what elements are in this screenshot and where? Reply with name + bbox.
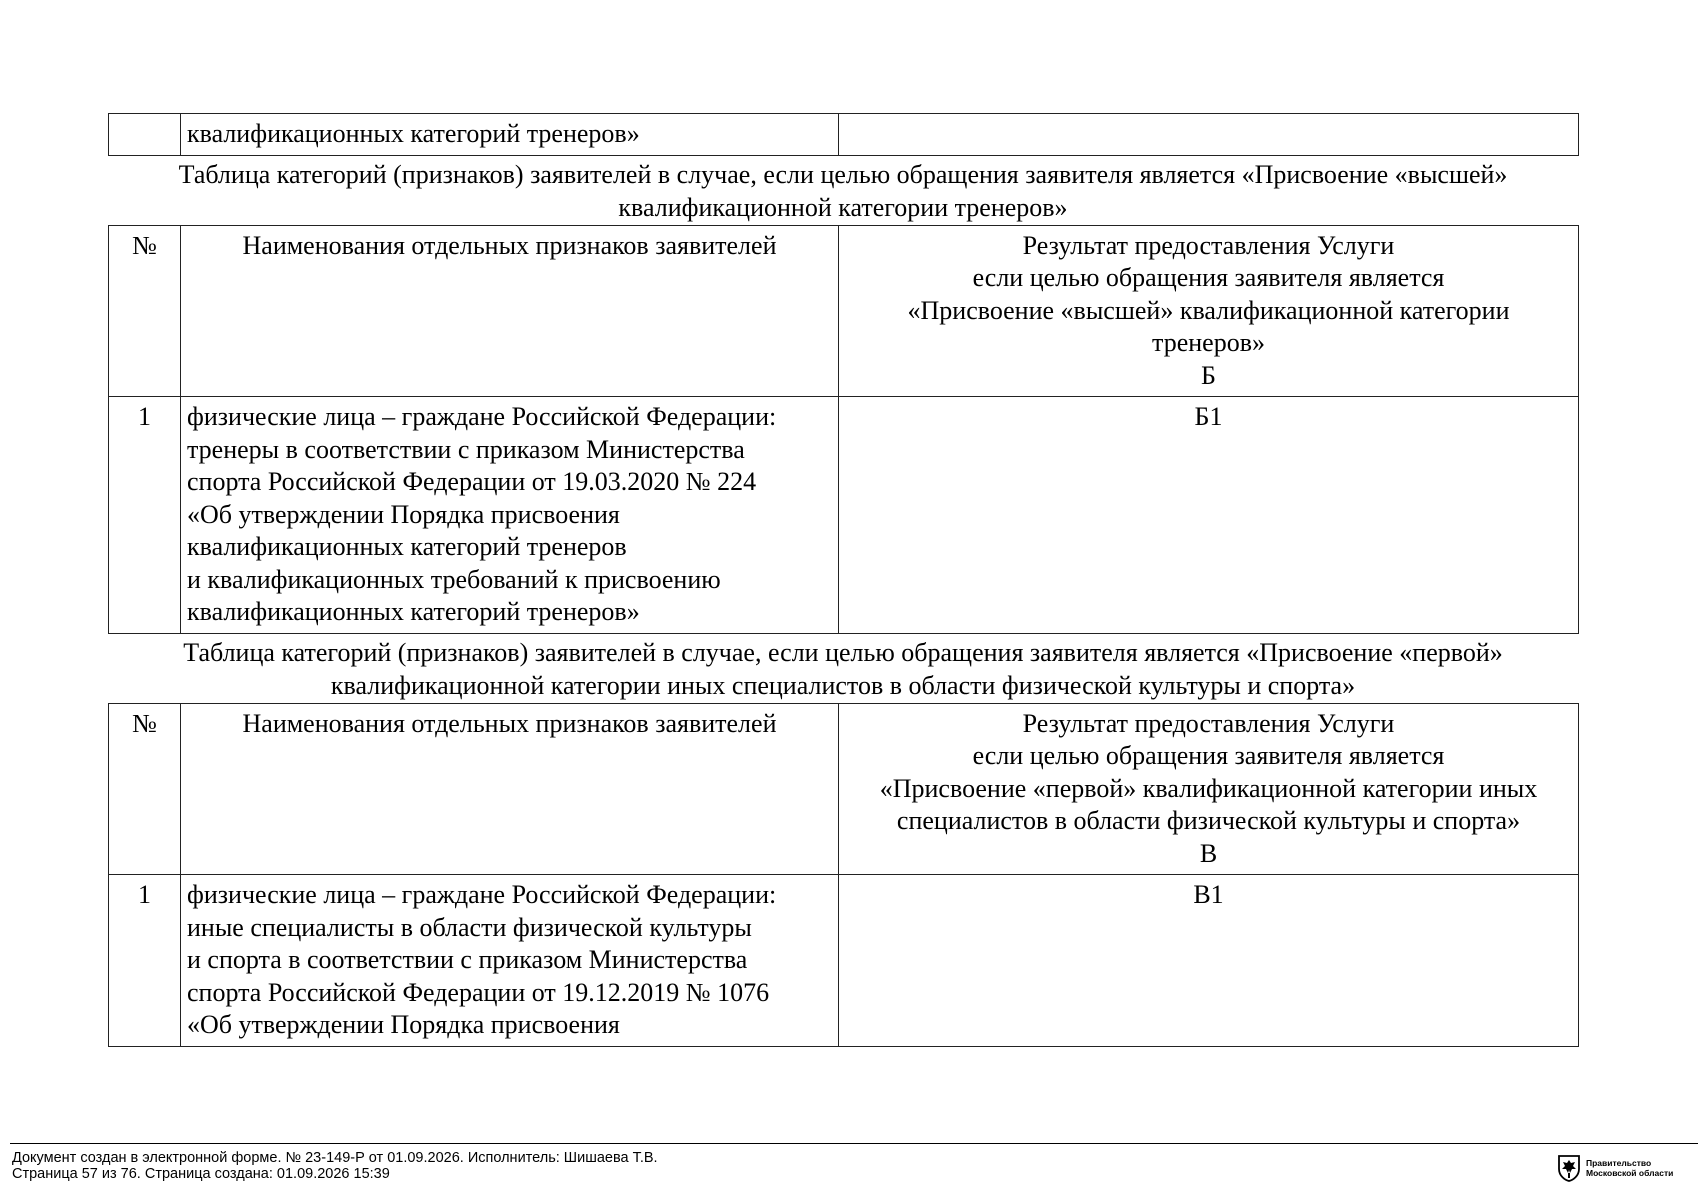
result-cell: Б1 — [839, 397, 1579, 634]
attribute-line: тренеры в соответствии с приказом Министерства — [187, 434, 745, 464]
row-number-cell: 1 — [109, 397, 181, 634]
table-row — [109, 875, 1579, 1047]
footer-page-info: Страница 57 из 76. Страница создана: 01.09.2026 15:39 — [12, 1165, 390, 1182]
row-number-cell — [109, 114, 181, 156]
attribute-line: иные специалисты в области физической культуры — [187, 912, 752, 942]
attribute-line: спорта Российской Федерации от 19.03.2020 № 224 — [187, 467, 757, 496]
name-header: Наименования отдельных признаков заявителей — [181, 225, 839, 397]
attribute-line: «Об утверждении Порядка присвоения — [187, 499, 620, 529]
government-logo — [1557, 1153, 1692, 1183]
attribute-name-cell — [181, 875, 839, 1047]
result-header-line: «Присвоение «первой» квалификационной категории иных — [879, 773, 1538, 803]
result-header-line: Результат предоставления Услуги — [1022, 708, 1395, 738]
result-header-line: если целью обращения заявителя является — [972, 741, 1445, 770]
table-row — [109, 397, 1579, 634]
number-header: № — [109, 703, 181, 875]
attribute-name-cell: квалификационных категорий тренеров» — [181, 114, 839, 156]
row-number-cell: 1 — [109, 875, 181, 1047]
attribute-line: физические лица – граждане Российской Федерации: — [187, 880, 777, 909]
table-header-row — [109, 703, 1579, 875]
result-header-line: «Присвоение «высшей» квалификационной категории — [907, 295, 1510, 325]
document-footer — [12, 1151, 658, 1182]
table-row — [109, 114, 1579, 156]
caption-line: квалификационной категории иных специалистов в области физической культуры и спорта» — [330, 670, 1356, 700]
applicant-categories-table — [108, 703, 1579, 1047]
attribute-line: и квалификационных требований к присвоению — [187, 564, 721, 594]
logo-caption — [1586, 1158, 1673, 1178]
name-header: Наименования отдельных признаков заявителей — [181, 703, 839, 875]
table-caption — [108, 634, 1578, 703]
attribute-line: квалификационных категорий тренеров — [187, 532, 627, 561]
caption-line: Таблица категорий (признаков) заявителей в случае, если целью обращения заявителя является «Присвоение «высшей» — [178, 159, 1508, 189]
attribute-line: спорта Российской Федерации от 19.12.2019 № 1076 — [187, 977, 770, 1007]
document-body — [108, 113, 1578, 1047]
footer-divider — [10, 1143, 1698, 1144]
applicant-categories-table — [108, 225, 1579, 634]
attribute-line: квалификационных категорий тренеров» — [187, 597, 640, 626]
result-cell — [839, 114, 1579, 156]
coat-of-arms-icon — [1557, 1154, 1581, 1182]
attribute-line: «Об утверждении Порядка присвоения — [187, 1010, 620, 1039]
attribute-name-cell — [181, 397, 839, 634]
result-header-line: специалистов в области физической культуры и спорта» — [896, 806, 1521, 835]
caption-line: Таблица категорий (признаков) заявителей в случае, если целью обращения заявителя является «Присвоение «первой» — [183, 637, 1503, 667]
result-header — [839, 225, 1579, 397]
table-caption — [108, 156, 1578, 225]
footer-document-info: Документ создан в электронной форме. № 23-149-Р от 01.09.2026. Исполнитель: Шишаева Т.В. — [12, 1150, 658, 1166]
result-header — [839, 703, 1579, 875]
result-header-line: если целью обращения заявителя является — [972, 263, 1445, 292]
attribute-line: и спорта в соответствии с приказом Министерства — [187, 945, 748, 974]
caption-line: квалификационной категории тренеров» — [618, 192, 1068, 222]
result-header-line: тренеров» — [1152, 328, 1265, 357]
result-cell: В1 — [839, 875, 1579, 1047]
logo-line: Московской области — [1586, 1168, 1674, 1178]
carryover-table — [108, 113, 1579, 156]
attribute-line: физические лица – граждане Российской Федерации: — [187, 402, 777, 431]
result-header-line: Результат предоставления Услуги — [1022, 230, 1395, 260]
result-code-letter: Б — [1201, 360, 1216, 390]
number-header: № — [109, 225, 181, 397]
table-header-row — [109, 225, 1579, 397]
logo-line: Правительство — [1586, 1158, 1652, 1168]
result-code-letter: В — [1199, 838, 1218, 868]
